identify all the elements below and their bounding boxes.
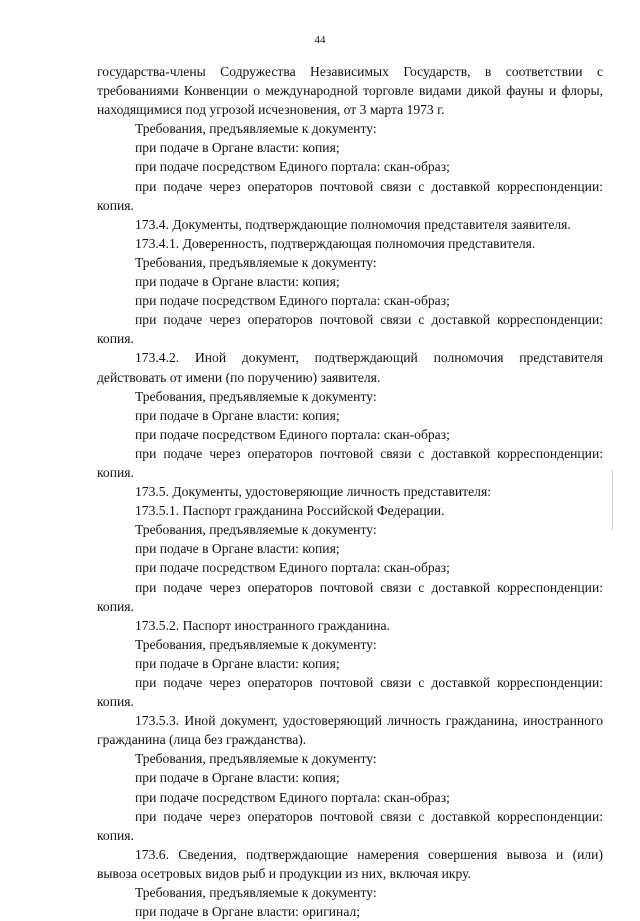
paragraph: при подаче в Органе власти: копия; [135,407,340,423]
paragraph: Требования, предъявляемые к документу: [135,522,377,538]
paragraph: 173.4. Документы, подтверждающие полномочия представителя заявителя. [135,216,571,232]
document-body [97,62,603,921]
paragraph: при подаче посредством Единого портала: скан-образ; [135,560,450,576]
paragraph: при подаче посредством Единого портала: скан-образ; [135,159,450,175]
paragraph: Требования, предъявляемые к документу: [135,388,377,404]
paragraph: при подаче в Органе власти: копия; [135,274,340,290]
paragraph: при подаче в Органе власти: оригинал; [135,904,361,920]
paragraph: Требования, предъявляемые к документу: [135,636,377,652]
paragraph: при подаче через операторов почтовой связи с доставкой корреспонденции: копия. [97,579,603,614]
paragraph: 173.4.1. Доверенность, подтверждающая полномочия представителя. [135,235,536,251]
paragraph: при подаче посредством Единого портала: скан-образ; [135,789,450,805]
paragraph: при подаче через операторов почтовой связи с доставкой корреспонденции: копия. [97,312,603,347]
paragraph: 173.6. Сведения, подтверждающие намерения совершения вывоза и (или) вывоза осетровых видов рыб и продукции из них, включая икру. [97,846,603,881]
paragraph: 173.5. Документы, удостоверяющие личность представителя: [135,484,491,500]
paragraph: при подаче через операторов почтовой связи с доставкой корреспонденции: копия. [97,675,603,710]
paragraph: при подаче в Органе власти: копия; [135,541,340,557]
paragraph: 173.5.2. Паспорт иностранного гражданина. [135,617,390,633]
paragraph: Требования, предъявляемые к документу: [135,254,377,270]
paragraph: при подаче посредством Единого портала: скан-образ; [135,426,450,442]
paragraph: при подаче через операторов почтовой связи с доставкой корреспонденции: копия. [97,445,603,480]
paragraph: при подаче посредством Единого портала: скан-образ; [135,293,450,309]
paragraph: при подаче в Органе власти: копия; [135,770,340,786]
paragraph: при подаче в Органе власти: копия; [135,140,340,156]
page-number: 44 [314,34,326,46]
paragraph: Требования, предъявляемые к документу: [135,121,377,137]
scan-edge-mark [612,470,613,530]
paragraph: 173.5.3. Иной документ, удостоверяющий личность гражданина, иностранного гражданина (лица без гражданства). [97,713,603,748]
paragraph: при подаче через операторов почтовой связи с доставкой корреспонденции: копия. [97,808,603,843]
paragraph: Требования, предъявляемые к документу: [135,885,377,901]
paragraph: государства-члены Содружества Независимых Государств, в соответствии с требованиями Конвенции о международной торговле видами дикой фауны и флоры, находящимися под угрозой исчезновения, от 3 марта 1973 г. [97,64,603,118]
paragraph: при подаче через операторов почтовой связи с доставкой корреспонденции: копия. [97,178,603,213]
paragraph: 173.4.2. Иной документ, подтверждающий полномочия представителя действовать от имени (по поручению) заявителя. [97,350,603,385]
paragraph: 173.5.1. Паспорт гражданина Российской Федерации. [135,503,445,519]
paragraph: при подаче в Органе власти: копия; [135,655,340,671]
paragraph: Требования, предъявляемые к документу: [135,751,377,767]
